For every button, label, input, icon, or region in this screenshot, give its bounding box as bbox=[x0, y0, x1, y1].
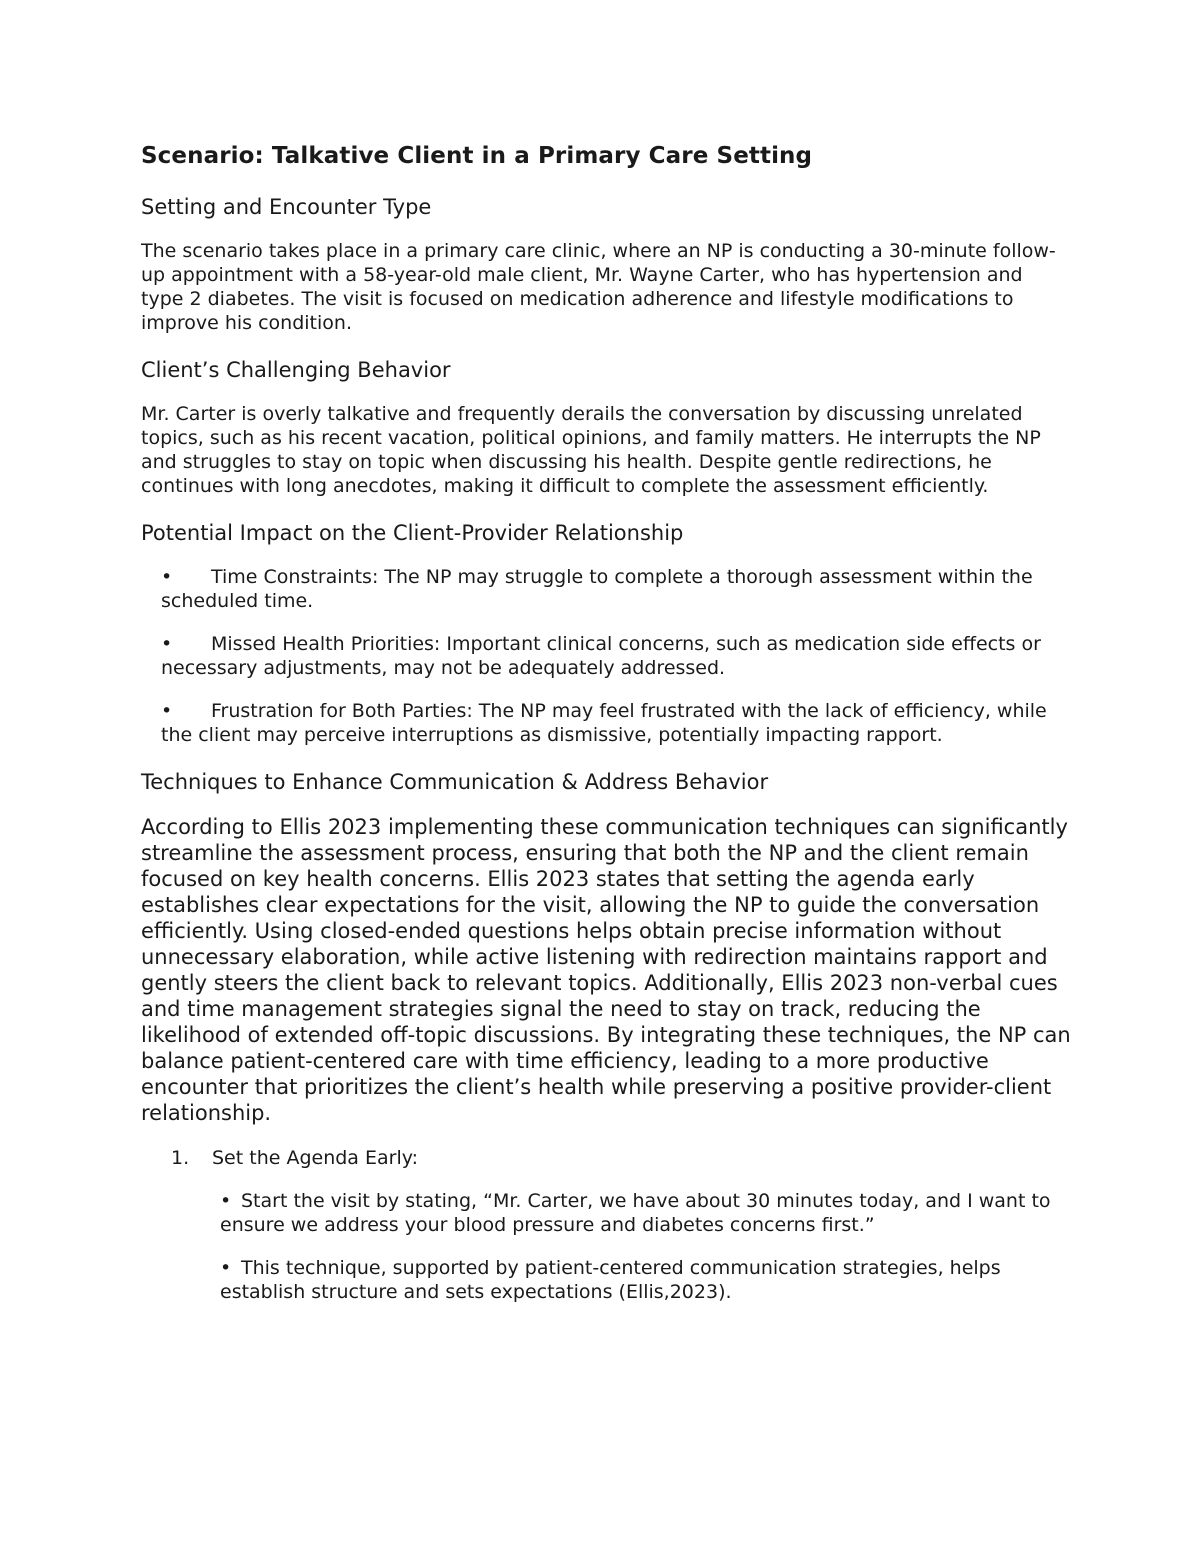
list-item-text: Missed Health Priorities: Important clinical concerns, such as medication side effects or necessary adjustments, may not be adequately addressed. bbox=[161, 633, 1041, 679]
list-item-text: This technique, supported by patient-centered communication strategies, helps establish structure and sets expectations (Ellis,2023). bbox=[220, 1257, 1001, 1303]
numbered-item-label: Set the Agenda Early: bbox=[212, 1147, 418, 1169]
list-item bbox=[161, 565, 1071, 613]
list-item bbox=[161, 699, 1071, 747]
section-heading-techniques: Techniques to Enhance Communication & Address Behavior bbox=[141, 770, 769, 794]
list-item-text: Start the visit by stating, “Mr. Carter, we have about 30 minutes today, and I want to ensure we address your blood pressure and diabetes concerns first.” bbox=[220, 1190, 1051, 1236]
bullet-icon: • bbox=[220, 1257, 232, 1279]
section-heading-impact: Potential Impact on the Client-Provider Relationship bbox=[141, 521, 684, 545]
techniques-numbered-list bbox=[141, 1146, 1071, 1304]
section-heading-behavior: Client’s Challenging Behavior bbox=[141, 358, 451, 382]
list-item-text: Frustration for Both Parties: The NP may feel frustrated with the lack of efficiency, while the client may perceive interruptions as dismissive, potentially impacting rapport. bbox=[161, 700, 1047, 746]
section-body-techniques: According to Ellis 2023 implementing these communication techniques can significantly streamline the assessment process, ensuring that both the NP and the client remain focused on key health concerns. Ellis 2023 states that setting the agenda early establishes clear expectations for the visit, allowing the NP to guide the conversation efficiently. Using closed-ended questions helps obtain precise information without unnecessary elaboration, while active listening with redirection maintains rapport and gently steers the client back to relevant topics. Additionally, Ellis 2023 non-verbal cues and time management strategies signal the need to stay on track, reducing the likelihood of extended off-topic discussions. By integrating these techniques, the NP can balance patient-centered care with time efficiency, leading to a more productive encounter that prioritizes the client’s health while preserving a positive provider-client relationship. bbox=[141, 815, 1071, 1125]
list-item bbox=[220, 1256, 1071, 1304]
list-item bbox=[220, 1189, 1071, 1237]
bullet-icon: • bbox=[220, 1190, 232, 1212]
bullet-icon: • bbox=[161, 633, 173, 655]
section-body-setting: The scenario takes place in a primary care clinic, where an NP is conducting a 30-minute follow-up appointment with a 58-year-old male client, Mr. Wayne Carter, who has hypertension and type 2 diabetes. The visit is focused on medication adherence and lifestyle modifications to improve his condition. bbox=[141, 240, 1056, 334]
impact-bullet-list bbox=[141, 565, 1071, 747]
list-item bbox=[161, 632, 1071, 680]
numbered-item bbox=[171, 1146, 1071, 1170]
section-heading-setting: Setting and Encounter Type bbox=[141, 195, 432, 219]
section-body-behavior: Mr. Carter is overly talkative and frequently derails the conversation by discussing unrelated topics, such as his recent vacation, political opinions, and family matters. He interrupts the NP and struggles to stay on topic when discussing his health. Despite gentle redirections, he continues with long anecdotes, making it difficult to complete the assessment efficiently. bbox=[141, 403, 1041, 497]
bullet-icon: • bbox=[161, 700, 173, 722]
item-number: 1. bbox=[171, 1147, 190, 1169]
bullet-icon: • bbox=[161, 566, 173, 588]
document-title: Scenario: Talkative Client in a Primary Care Setting bbox=[141, 143, 813, 169]
document-page bbox=[141, 140, 1071, 1323]
sub-bullet-list bbox=[171, 1189, 1071, 1304]
list-item-text: Time Constraints: The NP may struggle to complete a thorough assessment within the scheduled time. bbox=[161, 566, 1033, 612]
